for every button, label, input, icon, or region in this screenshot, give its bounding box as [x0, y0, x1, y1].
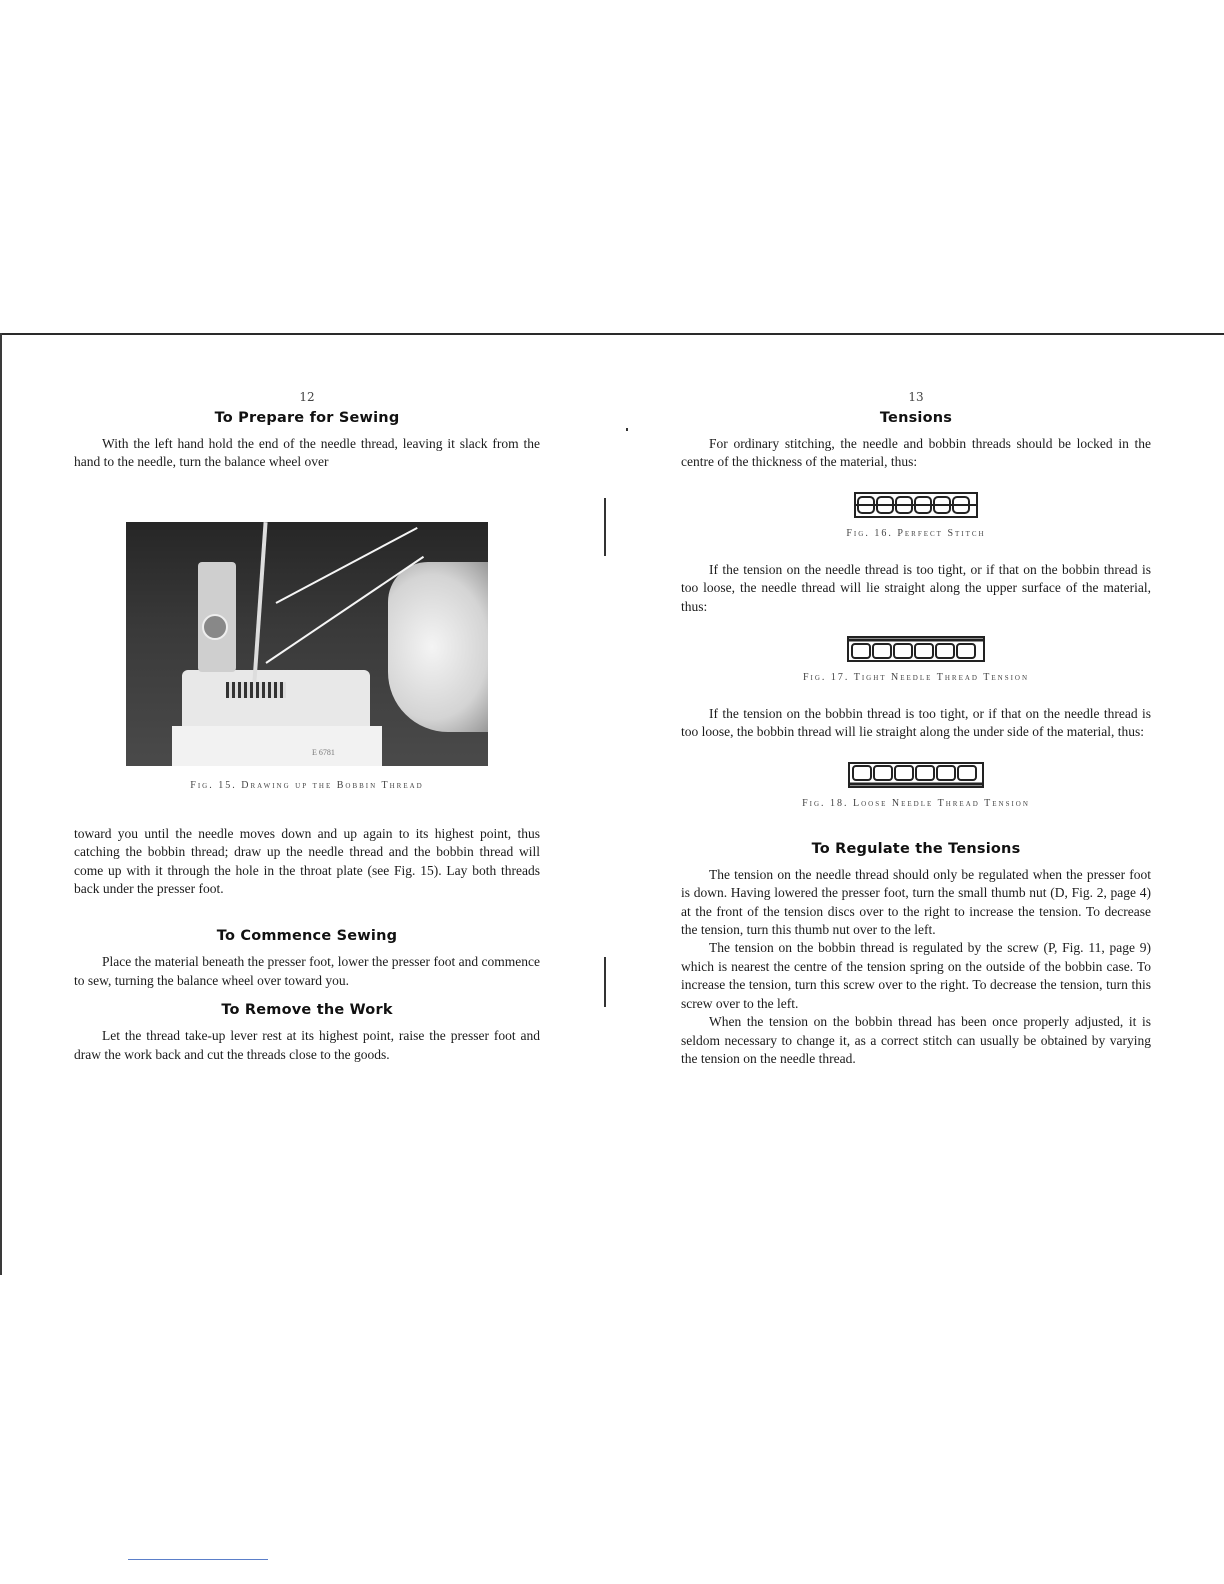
scan-left-edge — [0, 333, 2, 1275]
bed-plate — [172, 726, 382, 766]
heading-regulate-tensions: To Regulate the Tensions — [811, 840, 1021, 857]
gutter-mark-bottom — [604, 957, 606, 1007]
scan-top-rule — [0, 333, 1224, 335]
figure-18-caption: Fig. 18. Loose Needle Thread Tension — [802, 797, 1030, 809]
needle — [252, 522, 267, 682]
heading-commence-sewing: To Commence Sewing — [216, 928, 398, 945]
paragraph-regulate-2: The tension on the bobbin thread is regulated by the screw (P, Fig. 11, page 9) which is nearest the centre of the tension spring on the outside of the bobbin case. To increase the tension, turn this screw over to the right. To decrease the tension, turn this screw over to the left. — [681, 940, 1151, 1011]
figure-16-perfect-stitch — [854, 492, 978, 518]
plate-marking: E 6781 — [312, 747, 335, 757]
heading-prepare-for-sewing: To Prepare for Sewing — [214, 410, 400, 426]
paragraph-regulate-3: When the tension on the bobbin thread has been once properly adjusted, it is seldom necessary to change it, as a correct stitch can usually be obtained by varying the tension on the needle thread. — [681, 1014, 1151, 1066]
figure-16-caption: Fig. 16. Perfect Stitch — [846, 527, 986, 539]
paragraph-regulate-1: The tension on the needle thread should only be regulated when the presser foot is down. Having lowered the presser foot, turn the small thumb nut (D, Fig. 2, page 4) at the front of the tension discs over to the right to increase the tension. To decrease the tension, turn this thumb nut over to the left. — [681, 866, 1151, 938]
figure-15-photo — [126, 522, 488, 766]
figure-17-caption: Fig. 17. Tight Needle Thread Tension — [802, 672, 1030, 684]
gutter-dot — [626, 428, 628, 431]
figure-18-loose-needle-tension — [848, 762, 984, 788]
paragraph-tensions-3: If the tension on the bobbin thread is too tight, or if that on the needle thread is too loose, the bobbin thread will lie straight along the under side of the material, thus: — [681, 706, 1151, 740]
gutter-mark-top — [604, 498, 606, 556]
heading-tensions: Tensions — [879, 410, 953, 426]
paragraph-prepare-1: With the left hand hold the end of the needle thread, leaving it slack from the hand to the needle, turn the balance wheel over — [74, 436, 540, 470]
page-number: 13 — [908, 390, 924, 404]
paragraph-commence: Place the material beneath the presser foot, lower the presser foot and commence to sew, turning the balance wheel over toward you. — [74, 954, 540, 988]
feed-dog — [226, 682, 286, 698]
hand — [388, 562, 488, 732]
paragraph-prepare-2: toward you until the needle moves down and up again to its highest point, thus catching the bobbin thread; draw up the needle thread and the bobbin thread will come up with it through the hole in the throat plate (see Fig. 15). Lay both threads back under the presser foot. — [74, 825, 540, 897]
left-page — [74, 390, 540, 1064]
page-number: 12 — [299, 390, 315, 404]
figure-17-tight-needle-tension — [847, 636, 985, 662]
heading-remove-work: To Remove the Work — [221, 1002, 393, 1019]
paragraph-remove: Let the thread take-up lever rest at its highest point, raise the presser foot and draw the work back and cut the threads close to the goods. — [74, 1028, 540, 1062]
presser-foot-screw — [202, 614, 228, 640]
paragraph-tensions-1: For ordinary stitching, the needle and bobbin threads should be locked in the centre of the thickness of the material, thus: — [681, 436, 1151, 470]
scan-bottom-line — [128, 1559, 268, 1560]
paragraph-tensions-2: If the tension on the needle thread is too tight, or if that on the bobbin thread is too loose, the needle thread will lie straight along the upper surface of the material, thus: — [681, 561, 1151, 614]
right-page — [681, 390, 1151, 1068]
figure-15-caption: Fig. 15. Drawing up the Bobbin Thread — [190, 779, 424, 791]
